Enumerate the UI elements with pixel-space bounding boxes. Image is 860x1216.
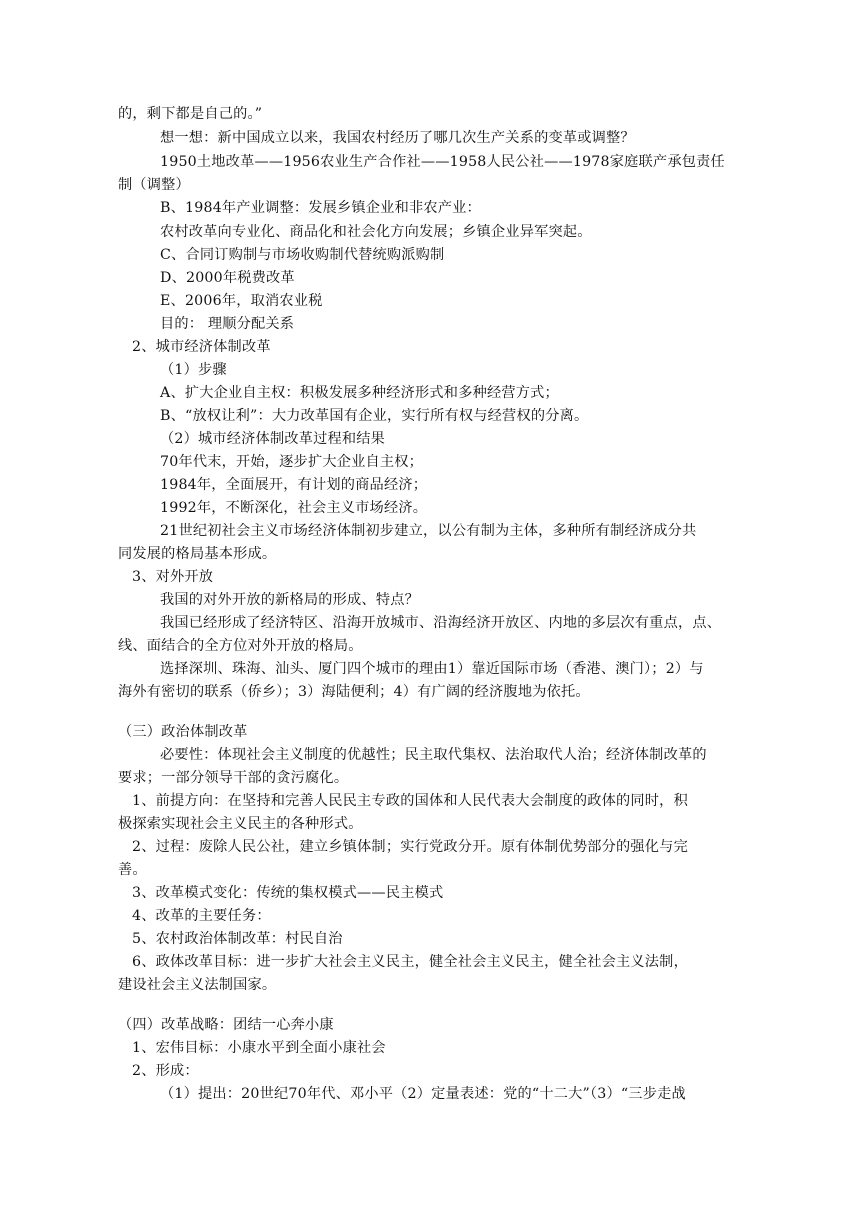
text-line: B、1984年产业调整：发展乡镇企业和非农产业：: [160, 200, 481, 216]
section-heading: （四）改革战略：团结一心奔小康: [118, 1017, 334, 1033]
section-heading: 2、城市经济体制改革: [132, 339, 271, 355]
text-line: 极探索实现社会主义民主的各种形式。: [118, 816, 363, 832]
text-line: 70年代末，开始，逐步扩大企业自主权；: [160, 454, 424, 470]
text-line: 21世纪初社会主义市场经济体制初步建立，以公有制为主体，多种所有制经济成分共: [160, 523, 697, 539]
text-line: C、合同订购制与市场收购制代替统购派购制: [160, 247, 445, 263]
text-line: B、“放权让利”：大力改革国有企业，实行所有权与经营权的分离。: [160, 408, 589, 424]
text-line: 制（调整）: [118, 177, 190, 193]
text-line: 目的： 理顺分配关系: [160, 316, 295, 332]
text-line: 2、形成：: [132, 1063, 199, 1079]
text-line: 1、前提方向：在坚持和完善人民民主专政的国体和人民代表大会制度的政体的同时，积: [132, 793, 688, 809]
text-line: 同发展的格局基本形成。: [118, 546, 277, 562]
text-line: 要求；一部分领导干部的贪污腐化。: [118, 770, 349, 786]
text-line: 选择深圳、珠海、汕头、厦门四个城市的理由1）靠近国际市场（香港、澳门）；2）与: [160, 661, 704, 677]
section-heading: （三）政治体制改革: [118, 724, 248, 740]
text-line: 6、政体改革目标：进一步扩大社会主义民主，健全社会主义民主，健全社会主义法制，: [132, 954, 688, 970]
text-line: 5、农村政治体制改革：村民自治: [132, 931, 343, 947]
text-line: （2）城市经济体制改革过程和结果: [160, 431, 386, 447]
text-line: 必要性：体现社会主义制度的优越性；民主取代集权、法治取代人治；经济体制改革的: [160, 747, 707, 763]
text-line: 1984年，全面展开，有计划的商品经济；: [160, 477, 428, 493]
text-line: 1、宏伟目标：小康水平到全面小康社会: [132, 1040, 386, 1056]
text-line: 1992年，不断深化，社会主义市场经济。: [160, 500, 428, 516]
text-line: 线、面结合的全方位对外开放的格局。: [118, 638, 363, 654]
text-line: 3、改革模式变化：传统的集权模式——民主模式: [132, 885, 444, 901]
text-line: 我国已经形成了经济特区、沿海开放城市、沿海经济开放区、内地的多层次有重点，点、: [160, 615, 722, 631]
text-line: 我国的对外开放的新格局的形成、特点？: [160, 592, 419, 608]
text-line: 1950土地改革——1956农业生产合作社——1958人民公社——1978家庭联产承包责任: [160, 154, 725, 170]
text-line: 海外有密切的联系（侨乡）；3）海陆便利；4）有广阔的经济腹地为依托。: [118, 684, 590, 700]
text-line: A、扩大企业自主权：积极发展多种经济形式和多种经营方式；: [160, 385, 559, 401]
text-line: 善。: [118, 862, 147, 878]
text-line: D、2000年税费改革: [160, 270, 295, 286]
text-line: 的，剩下都是自己的。”: [118, 106, 263, 122]
text-line: 农村改革向专业化、商品化和社会化方向发展；乡镇企业异军突起。: [160, 224, 592, 240]
section-heading: 3、对外开放: [132, 569, 214, 585]
text-line: 想一想：新中国成立以来，我国农村经历了哪几次生产关系的变革或调整？: [160, 130, 635, 146]
text-line: 建设社会主义法制国家。: [118, 977, 277, 993]
text-line: 4、改革的主要任务：: [132, 908, 271, 924]
text-line: （1）步骤: [160, 362, 227, 378]
text-line: （1）提出：20世纪70年代、邓小平（2）定量表述：党的“十二大”（3）“三步走战: [160, 1086, 686, 1102]
text-line: 2、过程：废除人民公社，建立乡镇体制；实行党政分开。原有体制优势部分的强化与完: [132, 839, 688, 855]
text-line: E、2006年，取消农业税: [160, 293, 323, 309]
